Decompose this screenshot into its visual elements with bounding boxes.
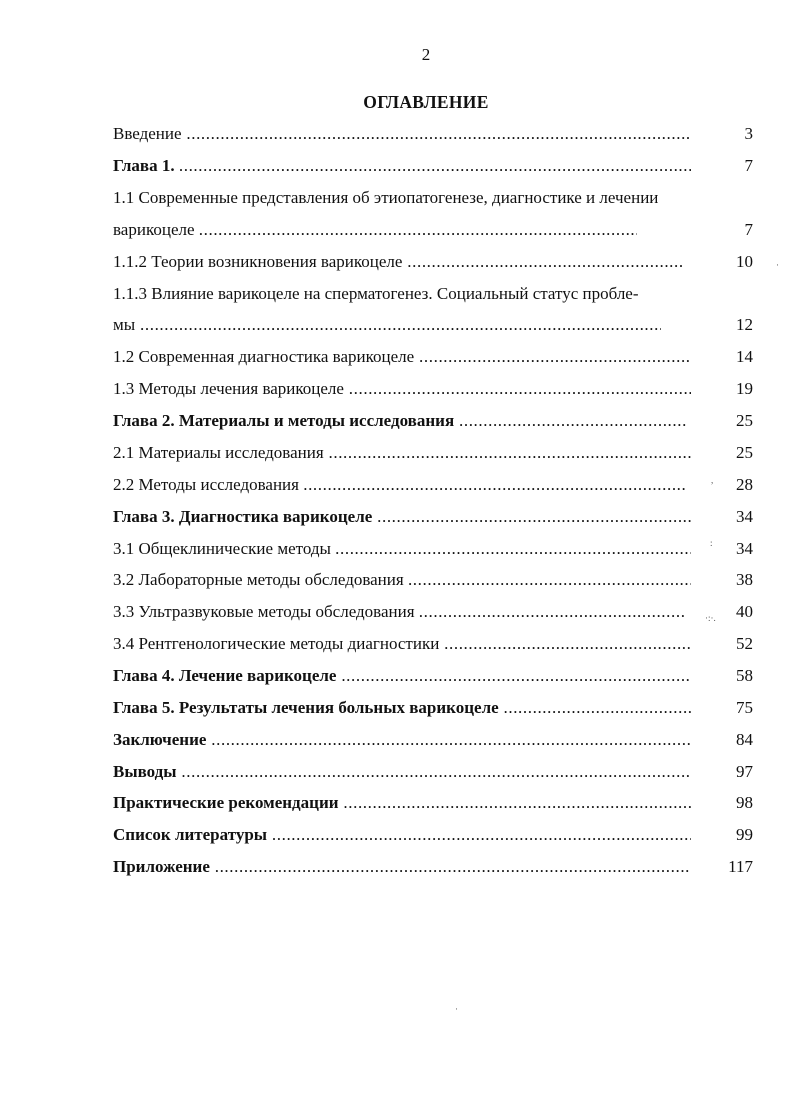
toc-entry-page: 58 xyxy=(736,666,753,685)
scan-speck: · xyxy=(455,1004,458,1014)
toc-entry-page: 7 xyxy=(744,156,753,175)
scan-speck: · xyxy=(776,260,779,270)
scan-speck: , xyxy=(711,475,714,485)
toc-entry-text: 3.4 Рентгенологические методы диагностики ..... xyxy=(113,632,691,656)
toc-entry-page: 10 xyxy=(736,252,753,271)
toc-entry-text: 1.2 Современная диагностика варикоцеле ..... xyxy=(113,345,691,369)
toc-entry-text: Список литературы ..... xyxy=(113,823,691,847)
toc-entry-text: 1.1.2 Теории возникновения варикоцеле ..... xyxy=(113,250,683,274)
toc-entry-1-1-line1 xyxy=(113,186,753,210)
toc-entry-page: 7 xyxy=(744,220,753,239)
toc-entry-text: Введение ..... xyxy=(113,122,691,146)
toc-entry-text: Заключение ..... xyxy=(113,728,691,752)
toc-entry-3-4 xyxy=(113,632,753,656)
toc-entry-text: Глава 1. ..... xyxy=(113,154,691,178)
toc-entry-1-1-3-line1 xyxy=(113,282,753,306)
toc-entry-appendix xyxy=(113,855,753,879)
toc-entry-references xyxy=(113,823,753,847)
toc-entry-text: 2.1 Материалы исследования ..... xyxy=(113,441,691,465)
toc-entry-page: 117 xyxy=(728,857,753,876)
toc-entry-1-2 xyxy=(113,345,753,369)
toc-entry-1-1-2 xyxy=(113,250,753,274)
toc-entry-chapter-5 xyxy=(113,696,753,720)
toc-entry-introduction xyxy=(113,122,753,146)
toc-entry-1-3 xyxy=(113,377,753,401)
toc-entry-text: 1.1.3 Влияние варикоцеле на сперматогенез. Социальный статус пробле- xyxy=(113,284,639,303)
toc-entry-2-1 xyxy=(113,441,753,465)
toc-entry-text: Приложение ..... xyxy=(113,855,691,879)
toc-entry-text: 3.1 Общеклинические методы ..... xyxy=(113,537,691,561)
toc-entry-3-2 xyxy=(113,568,753,592)
toc-entry-page: 75 xyxy=(736,698,753,717)
toc-entry-text: Глава 3. Диагностика варикоцеле ..... xyxy=(113,505,691,529)
toc-entry-page: 84 xyxy=(736,730,753,749)
toc-entry-chapter-2 xyxy=(113,409,753,433)
scan-speck: ·:·. xyxy=(705,613,716,623)
toc-entry-page: 38 xyxy=(736,570,753,589)
toc-entry-page: 25 xyxy=(736,443,753,462)
toc-entry-text: Выводы ..... xyxy=(113,760,691,784)
toc-entry-text: 3.2 Лабораторные методы обследования ..... xyxy=(113,568,691,592)
toc-entry-page: 12 xyxy=(736,315,753,334)
toc-entry-chapter-3 xyxy=(113,505,753,529)
toc-entry-page: 14 xyxy=(736,347,753,366)
toc-entry-text: Глава 5. Результаты лечения больных варикоцеле ..... xyxy=(113,696,691,720)
toc-entry-text: Глава 4. Лечение варикоцеле ..... xyxy=(113,664,691,688)
toc-entry-text: Практические рекомендации ..... xyxy=(113,791,691,815)
toc-entry-page: 28 xyxy=(736,475,753,494)
toc-entry-page: 34 xyxy=(736,507,753,526)
toc-entry-text: мы ..... xyxy=(113,313,661,337)
toc-entry-text: 1.1 Современные представления об этиопатогенезе, диагностике и лечении xyxy=(113,188,659,207)
toc-entry-page: 99 xyxy=(736,825,753,844)
toc-entry-text: варикоцеле ..... xyxy=(113,218,637,242)
toc-entry-3-3 xyxy=(113,600,753,624)
toc-entry-chapter-1 xyxy=(113,154,753,178)
scan-speck: : xyxy=(710,538,713,548)
toc-entry-text: 3.3 Ультразвуковые методы обследования ..... xyxy=(113,600,685,624)
toc-entry-text: 2.2 Методы исследования ..... xyxy=(113,473,685,497)
toc-entry-page: 98 xyxy=(736,793,753,812)
toc-entry-3-1 xyxy=(113,537,753,561)
toc-entry-recommendations xyxy=(113,791,753,815)
toc-entry-page: 97 xyxy=(736,762,753,781)
toc-entry-page: 3 xyxy=(744,124,753,143)
toc-entry-2-2 xyxy=(113,473,753,497)
toc-entry-findings xyxy=(113,760,753,784)
toc-entry-text: 1.3 Методы лечения варикоцеле ..... xyxy=(113,377,691,401)
toc-entry-text: Глава 2. Материалы и методы исследования ..... xyxy=(113,409,687,433)
toc-entry-page: 34 xyxy=(736,539,753,558)
page-number: 2 xyxy=(421,45,431,64)
toc-entry-page: 40 xyxy=(736,602,753,621)
toc-entry-page: 52 xyxy=(736,634,753,653)
toc-entry-chapter-4 xyxy=(113,664,753,688)
toc-entry-1-1-line2 xyxy=(113,218,753,242)
toc-entry-1-1-3-line2 xyxy=(113,313,753,337)
toc-entry-conclusion xyxy=(113,728,753,752)
toc-title: ОГЛАВЛЕНИЕ xyxy=(363,92,489,112)
toc-entry-page: 19 xyxy=(736,379,753,398)
toc-entry-page: 25 xyxy=(736,411,753,430)
